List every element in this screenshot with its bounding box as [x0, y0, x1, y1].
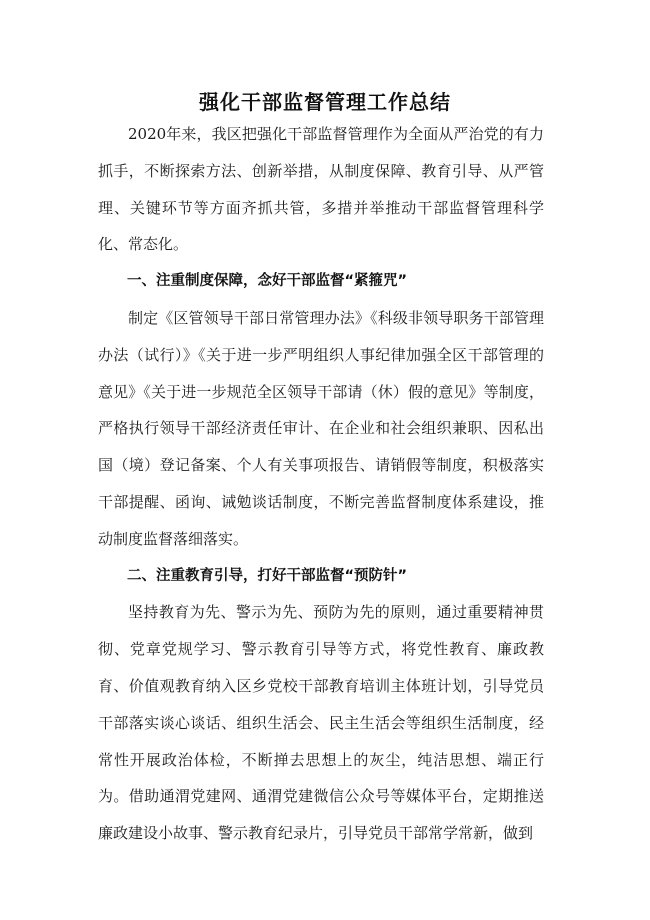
- section-1-paragraph: 制定《区管领导干部日常管理办法》《科级非领导职务干部管理办法（试行）》《关于进一步严明组织人事纪律加强全区干部管理的意见》《关于进一步规范全区领导干部请（休）假的意见》等制度，严格执行领导干部经济责任审计、在企业和社会组织兼职、因私出国（境）登记备案、个人有关事项报告、请销假等制度，积极落实干部提醒、函询、诫勉谈话制度，不断完善监督制度体系建设，推动制度监督落细落实。: [98, 308, 544, 548]
- document-title: 强化干部监督管理工作总结: [199, 90, 451, 114]
- document-body: [98, 116, 544, 852]
- section-2-paragraph: 坚持教育为先、警示为先、预防为先的原则，通过重要精神贯彻、党章党规学习、警示教育引导等方式，将党性教育、廉政教育、价值观教育纳入区乡党校干部教育培训主体班计划，引导党员干部落实谈心谈话、组织生活会、民主生活会等组织生活制度，经常性开展政治体检，不断掸去思想上的灰尘，纯洁思想、端正行为。借助通渭党建网、通渭党建微信公众号等媒体平台，定期推送廉政建设小故事、警示教育纪录片，引导党员干部常学常新，做到: [98, 603, 544, 843]
- intro-paragraph: 2020年来，我区把强化干部监督管理作为全面从严治党的有力抓手，不断探索方法、创新举措，从制度保障、教育引导、从严管理、关键环节等方面齐抓共管，多措并举推动干部监督管理科学化、常态化。: [98, 125, 544, 254]
- section-2-heading: 二、注重教育引导，打好干部监督“预防针”: [127, 567, 408, 584]
- section-1-heading: 一、注重制度保障，念好干部监督“紧箍咒”: [127, 273, 408, 290]
